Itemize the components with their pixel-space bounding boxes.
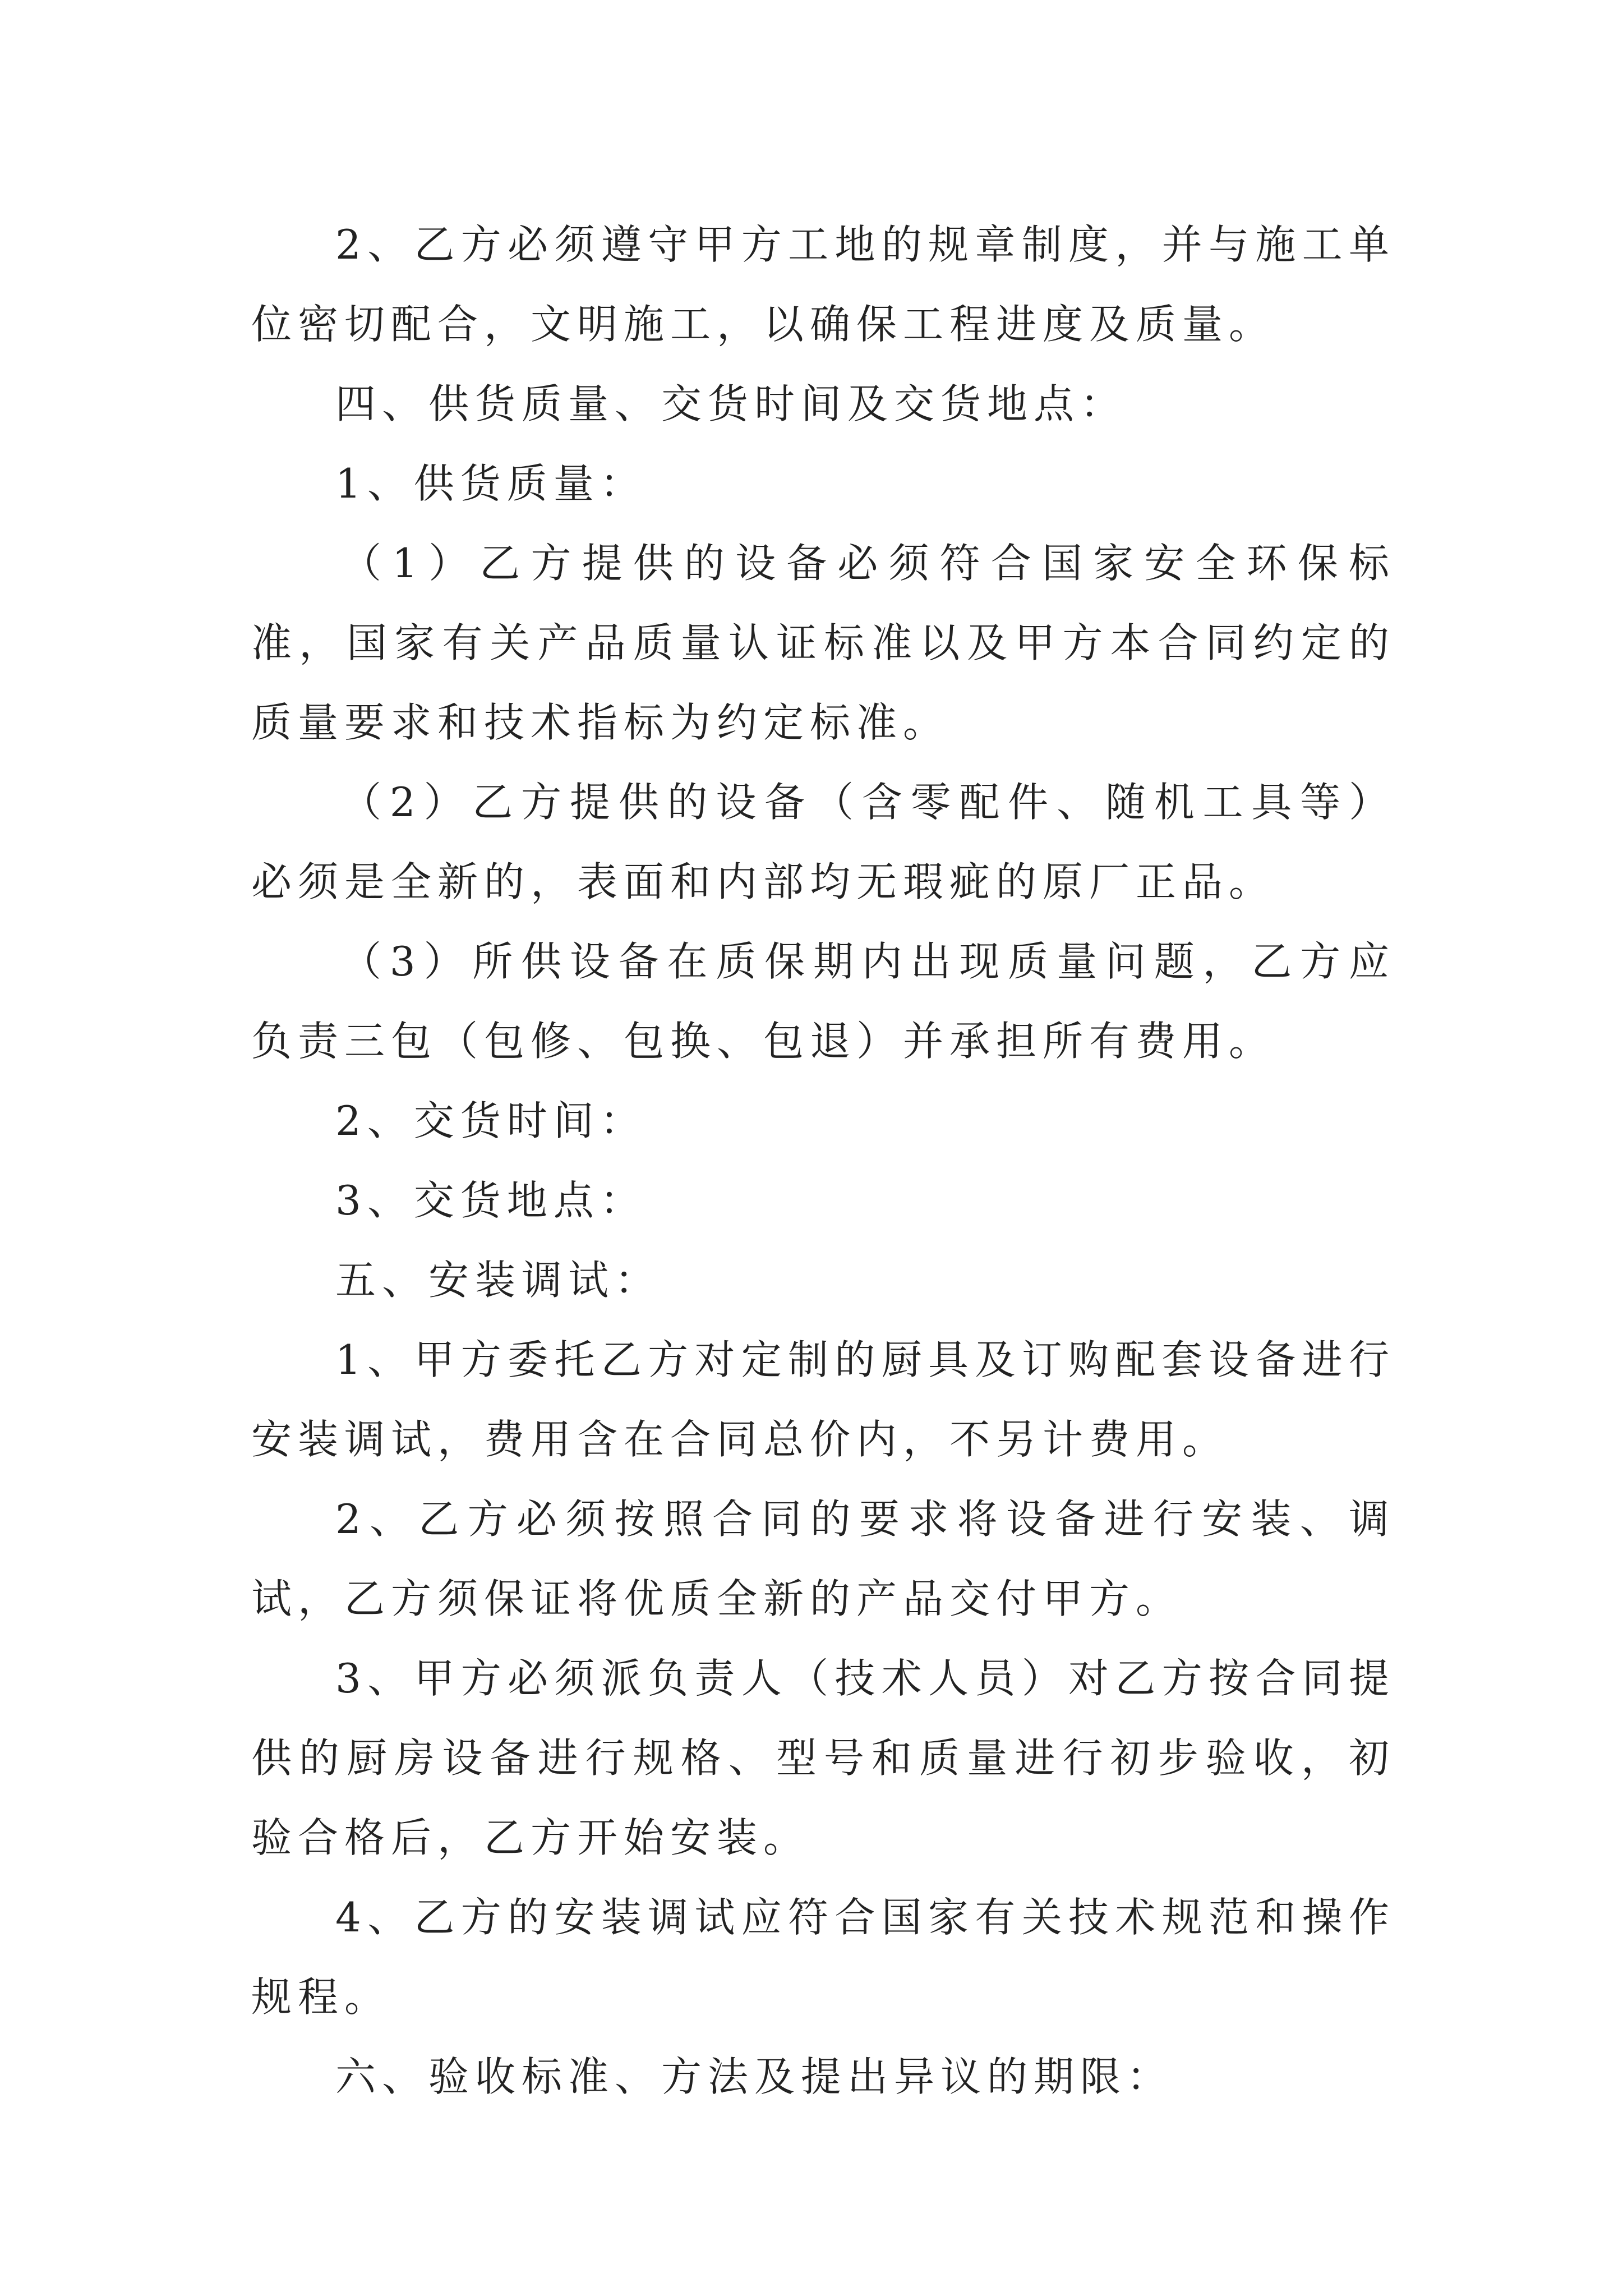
subheading-supply-quality: 1、供货质量：	[335, 460, 647, 507]
paragraph-installation-1: 1、甲方委托乙方对定制的厨具及订购配套设备进行安装调试，费用含在合同总价内，不另计费用。	[251, 1336, 1395, 1463]
paragraph-site-rules: 2、乙方必须遵守甲方工地的规章制度，并与施工单位密切配合，文明施工，以确保工程进度及质量。	[251, 221, 1395, 348]
section-heading-installation: 五、安装调试：	[335, 1257, 662, 1304]
paragraph-installation-3: 3、甲方必须派负责人（技术人员）对乙方按合同提供的厨房设备进行规格、型号和质量进行初步验收，初验合格后，乙方开始安装。	[251, 1655, 1395, 1861]
subheading-delivery-time: 2、交货时间：	[335, 1097, 647, 1144]
subheading-delivery-location: 3、交货地点：	[335, 1177, 647, 1224]
section-heading-acceptance: 六、验收标准、方法及提出异议的期限：	[335, 2053, 1174, 2100]
paragraph-installation-4: 4、乙方的安装调试应符合国家有关技术规范和操作规程。	[251, 1894, 1395, 2021]
paragraph-quality-item-1: （1）乙方提供的设备必须符合国家安全环保标准，国家有关产品质量认证标准以及甲方本合同约定的质量要求和技术指标为约定标准。	[251, 540, 1395, 746]
paragraph-quality-item-3: （3）所供设备在质保期内出现质量问题，乙方应负责三包（包修、包换、包退）并承担所有费用。	[251, 938, 1395, 1065]
document-body	[251, 205, 1395, 2116]
section-heading-supply-quality: 四、供货质量、交货时间及交货地点：	[335, 380, 1127, 427]
paragraph-quality-item-2: （2）乙方提供的设备（含零配件、随机工具等）必须是全新的，表面和内部均无瑕疵的原厂正品。	[251, 779, 1395, 905]
paragraph-installation-2: 2、乙方必须按照合同的要求将设备进行安装、调试，乙方须保证将优质全新的产品交付甲方。	[251, 1496, 1395, 1622]
